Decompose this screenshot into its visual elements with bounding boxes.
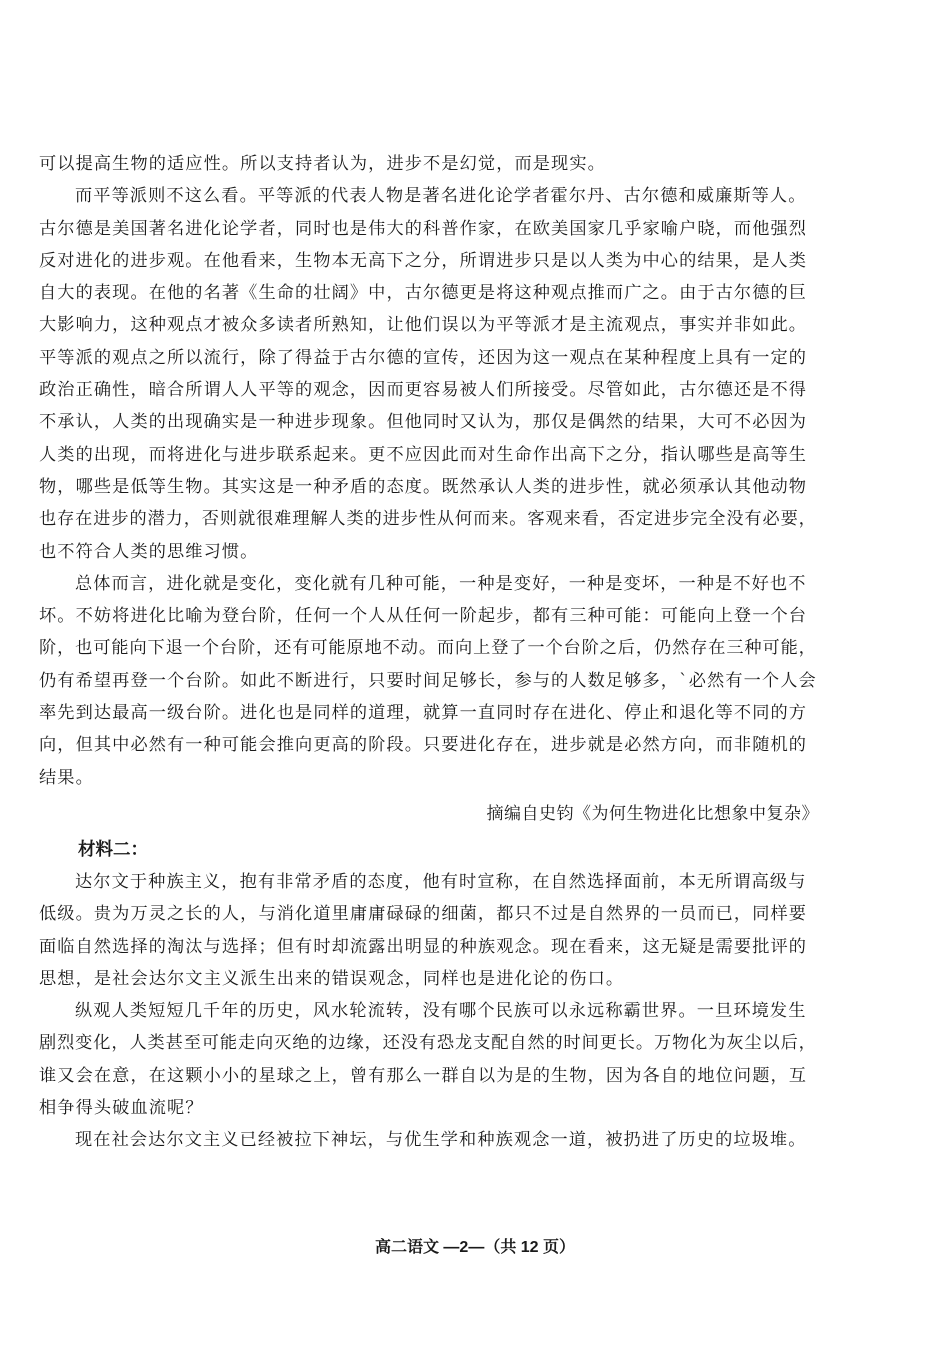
text-line: 低级。贵为万灵之长的人，与消化道里庸庸碌碌的细菌，都只不过是自然界的一员而已，同样要 — [39, 904, 808, 925]
text-line: 率先到达最高一级台阶。进化也是同样的道理，就算一直同时存在进化、停止和退化等不同的方 — [39, 703, 808, 724]
text-line: 政治正确性，暗合所谓人人平等的观念，因而更容易被人们所接受。尽管如此，古尔德还是不得 — [39, 380, 808, 401]
text-line: 阶，也可能向下退一个台阶，还有可能原地不动。而向上登了一个台阶之后，仍然存在三种可能， — [39, 638, 817, 659]
paragraph-intro — [39, 148, 819, 180]
text-line: 纵观人类短短几千年的历史，风水轮流转，没有哪个民族可以永远称霸世界。一旦环境发生 — [75, 1001, 807, 1022]
text-line: 仍有希望再登一个台阶。如此不断进行，只要时间足够长，参与的人数足够多，`必然有一个人会 — [39, 670, 817, 691]
text-line: 面临自然选择的淘汰与选择；但有时却流露出明显的种族观念。现在看来，这无疑是需要批评的 — [39, 936, 808, 957]
page-footer: 高二语文 —2—（共 12 页） — [374, 1239, 576, 1256]
paragraph-equality-school — [39, 180, 819, 568]
text-line: 平等派的观点之所以流行，除了得益于古尔德的宣传，还因为这一观点在某种程度上具有一定的 — [39, 347, 808, 368]
text-line: 而平等派则不这么看。平等派的代表人物是著名进化论学者霍尔丹、古尔德和威廉斯等人。 — [75, 186, 807, 207]
paragraph-summary — [39, 568, 819, 794]
text-line: 古尔德是美国著名进化论学者，同时也是伟大的科普作家，在欧美国家几乎家喻户晓，而他强烈 — [39, 218, 808, 239]
text-line: 剧烈变化，人类甚至可能走向灭绝的边缘，还没有恐龙支配自然的时间更长。万物化为灰尘以后， — [39, 1033, 817, 1054]
text-line: 反对进化的进步观。在他看来，生物本无高下之分，所谓进步只是以人类为中心的结果，是人类 — [39, 250, 808, 271]
text-line: 达尔文于种族主义，抱有非常矛盾的态度，他有时宣称，在自然选择面前，本无所谓高级与 — [75, 871, 807, 892]
text-line: 总体而言，进化就是变化，变化就有几种可能，一种是变好，一种是变坏，一种是不好也不 — [75, 573, 807, 594]
text-line: 也不符合人类的思维习惯。 — [39, 541, 259, 562]
paragraph-history — [39, 995, 819, 1124]
text-line: 谁又会在意，在这颗小小的星球之上，曾有那么一群自以为是的生物，因为各自的地位问题，互 — [39, 1065, 808, 1086]
source-citation: 摘编自史钧《为何生物进化比想象中复杂》 — [486, 803, 819, 823]
text-line: 坏。不妨将进化比喻为登台阶，任何一个人从任何一阶起步，都有三种可能：可能向上登一个台 — [39, 606, 808, 627]
text-line: 人类的出现，而将进化与进步联系起来。更不应因此而对生命作出高下之分，指认哪些是高等生 — [39, 444, 808, 465]
text-line: 大影响力，这种观点才被众多读者所熟知，让他们误以为平等派才是主流观点，事实并非如此。 — [39, 315, 808, 336]
text-line: 可以提高生物的适应性。所以支持者认为，进步不是幻觉，而是现实。 — [39, 154, 606, 174]
text-line: 现在社会达尔文主义已经被拉下神坛，与优生学和种族观念一道，被扔进了历史的垃圾堆。 — [75, 1130, 807, 1151]
section-heading-material-2: 材料二： — [78, 838, 148, 859]
text-line: 结果。 — [39, 767, 94, 788]
text-line: 不承认，人类的出现确实是一种进步现象。但他同时又认为，那仅是偶然的结果，大可不必因为 — [39, 412, 808, 433]
text-line: 也存在进步的潜力，否则就很难理解人类的进步性从何而来。客观来看，否定进步完全没有必要， — [39, 509, 817, 530]
paragraph-final — [39, 1124, 819, 1156]
text-line: 相争得头破血流呢？ — [39, 1098, 204, 1119]
text-line: 物，哪些是低等生物。其实这是一种矛盾的态度。既然承认人类的进步性，就必须承认其他动物 — [39, 476, 808, 497]
document-body — [39, 148, 819, 1157]
text-line: 自大的表现。在他的名著《生命的壮阔》中，古尔德更是将这种观点推而广之。由于古尔德的巨 — [39, 283, 808, 304]
text-line: 向，但其中必然有一种可能会推向更高的阶段。只要进化存在，进步就是必然方向，而非随机的 — [39, 735, 808, 756]
paragraph-darwin — [39, 866, 819, 995]
text-line: 思想，是社会达尔文主义派生出来的错误观念，同样也是进化论的伤口。 — [39, 968, 625, 989]
